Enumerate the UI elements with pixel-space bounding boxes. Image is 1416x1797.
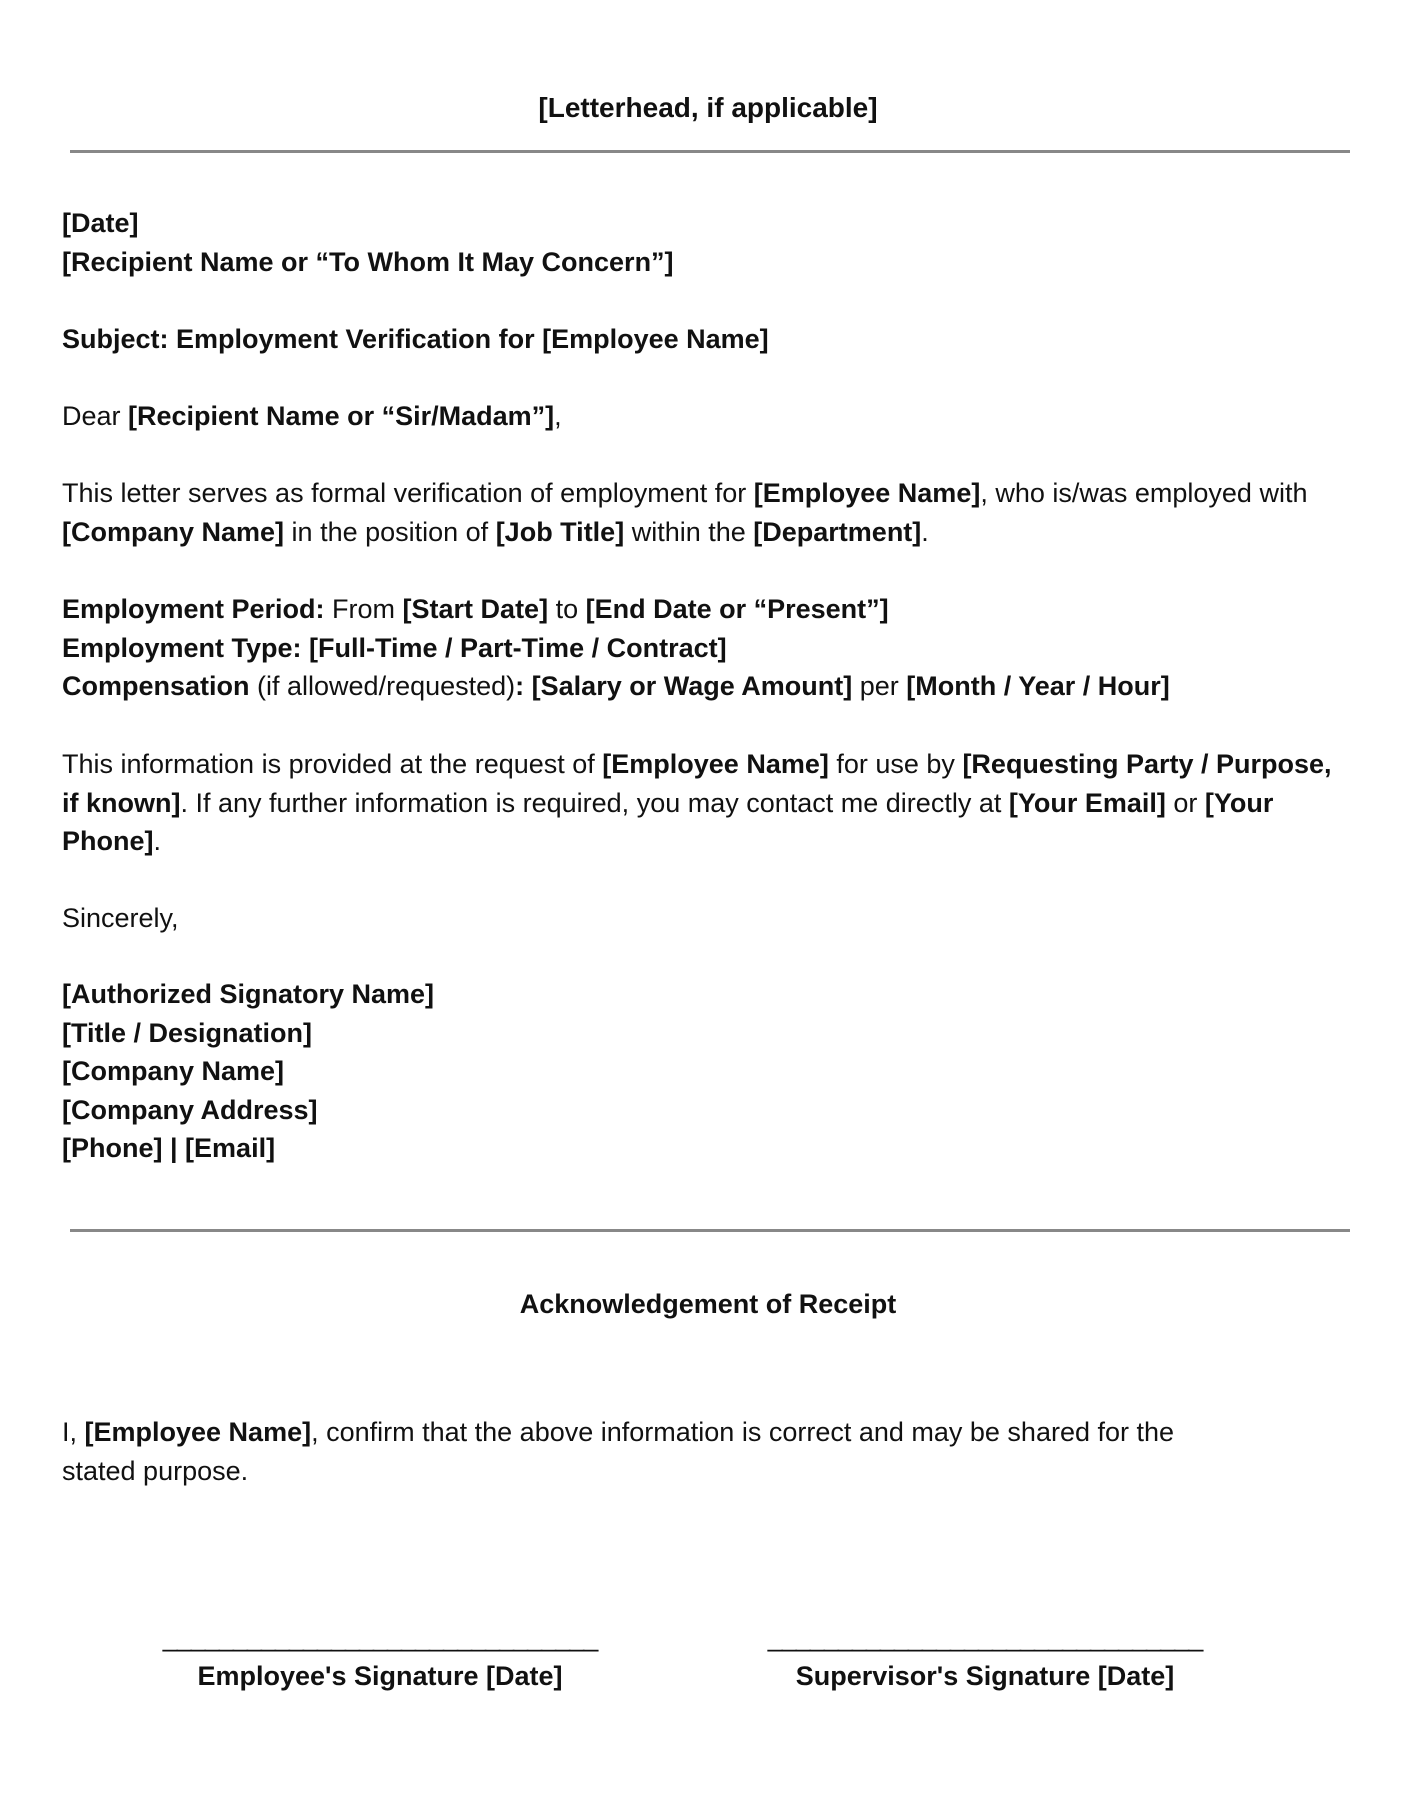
info-text: . xyxy=(153,826,162,856)
employee-signature-block xyxy=(150,1622,610,1696)
acknowledgement-title: Acknowledgement of Receipt xyxy=(519,1289,897,1319)
company-name-field: [Company Name] xyxy=(62,516,285,547)
signatory-block xyxy=(62,975,1342,1168)
salutation-prefix: Dear xyxy=(62,401,129,431)
acknowledgement-text xyxy=(62,1413,1242,1490)
intro-text: This letter serves as formal verification of employment for xyxy=(62,478,754,508)
salary-field: [Salary or Wage Amount] xyxy=(531,671,853,701)
employee-name-field: [Employee Name] xyxy=(84,1417,312,1447)
ack-text: , confirm that the above information is correct and may be shared for the stated purpose. xyxy=(62,1417,1175,1486)
employment-period-line xyxy=(62,590,1342,629)
pay-unit-field: [Month / Year / Hour] xyxy=(906,671,1170,701)
info-text: . If any further information is required, you may contact me directly at xyxy=(180,787,1009,818)
employee-signature-line: _______________________________ xyxy=(162,1622,598,1652)
signatory-contact: [Phone] | [Email] xyxy=(62,1133,276,1163)
compensation-note: (if allowed/requested) xyxy=(249,671,516,701)
supervisor-signature-block xyxy=(760,1622,1210,1696)
requesting-party-field: [Requesting Party / Purpose, if known] xyxy=(62,749,1332,818)
signatory-name: [Authorized Signatory Name] xyxy=(62,979,435,1009)
subject-line xyxy=(62,320,1342,359)
period-from: From xyxy=(324,594,403,624)
employment-details xyxy=(62,590,1342,706)
compensation-line xyxy=(62,667,1342,706)
info-text: This information is provided at the request of xyxy=(62,749,603,779)
mid-divider xyxy=(70,1229,1350,1232)
intro-text: in the position of xyxy=(284,516,496,547)
intro-text: . xyxy=(921,516,929,547)
signatory-title: [Title / Designation] xyxy=(62,1017,313,1048)
letterhead: [Letterhead, if applicable] xyxy=(538,92,878,123)
period-to: to xyxy=(548,594,586,624)
ack-text: I, xyxy=(62,1417,85,1447)
info-text: or xyxy=(1165,787,1205,818)
supervisor-signature-label: Supervisor's Signature [Date] xyxy=(795,1661,1175,1691)
employment-type-line: Employment Type: [Full-Time / Part-Time / Contract] xyxy=(62,632,727,663)
info-paragraph xyxy=(62,745,1342,861)
job-title-field: [Job Title] xyxy=(495,516,625,547)
intro-paragraph xyxy=(62,474,1342,551)
signatory-company: [Company Name] xyxy=(62,1056,285,1086)
your-email-field: [Your Email] xyxy=(1008,787,1166,818)
top-divider xyxy=(70,150,1350,153)
closing-text: Sincerely, xyxy=(62,903,179,933)
header-block xyxy=(62,204,1342,281)
salutation-suffix: , xyxy=(554,401,562,431)
date-field: [Date] xyxy=(62,208,139,238)
compensation-per: per xyxy=(852,671,907,701)
subject-text: Subject: Employment Verification for [Employee Name] xyxy=(62,324,769,354)
your-phone-field: [Your Phone] xyxy=(62,787,1274,856)
compensation-colon: : xyxy=(515,671,532,701)
intro-text: , who is/was employed with xyxy=(980,478,1308,508)
period-label: Employment Period: xyxy=(62,594,325,624)
compensation-label: Compensation xyxy=(62,671,250,701)
salutation-name: [Recipient Name or “Sir/Madam”] xyxy=(128,401,555,431)
employee-name-field: [Employee Name] xyxy=(753,478,981,508)
info-text: for use by xyxy=(828,749,963,779)
end-date-field: [End Date or “Present”] xyxy=(585,594,889,624)
signatory-address: [Company Address] xyxy=(62,1094,318,1125)
department-field: [Department] xyxy=(753,516,922,547)
intro-text: within the xyxy=(624,516,754,547)
employee-signature-label: Employee's Signature [Date] xyxy=(197,1661,563,1691)
supervisor-signature-line: _______________________________ xyxy=(767,1622,1203,1652)
recipient-field: [Recipient Name or “To Whom It May Concern”] xyxy=(62,246,674,277)
closing xyxy=(62,899,1342,938)
start-date-field: [Start Date] xyxy=(402,594,549,624)
employee-name-field: [Employee Name] xyxy=(602,749,829,779)
salutation xyxy=(62,397,1342,436)
